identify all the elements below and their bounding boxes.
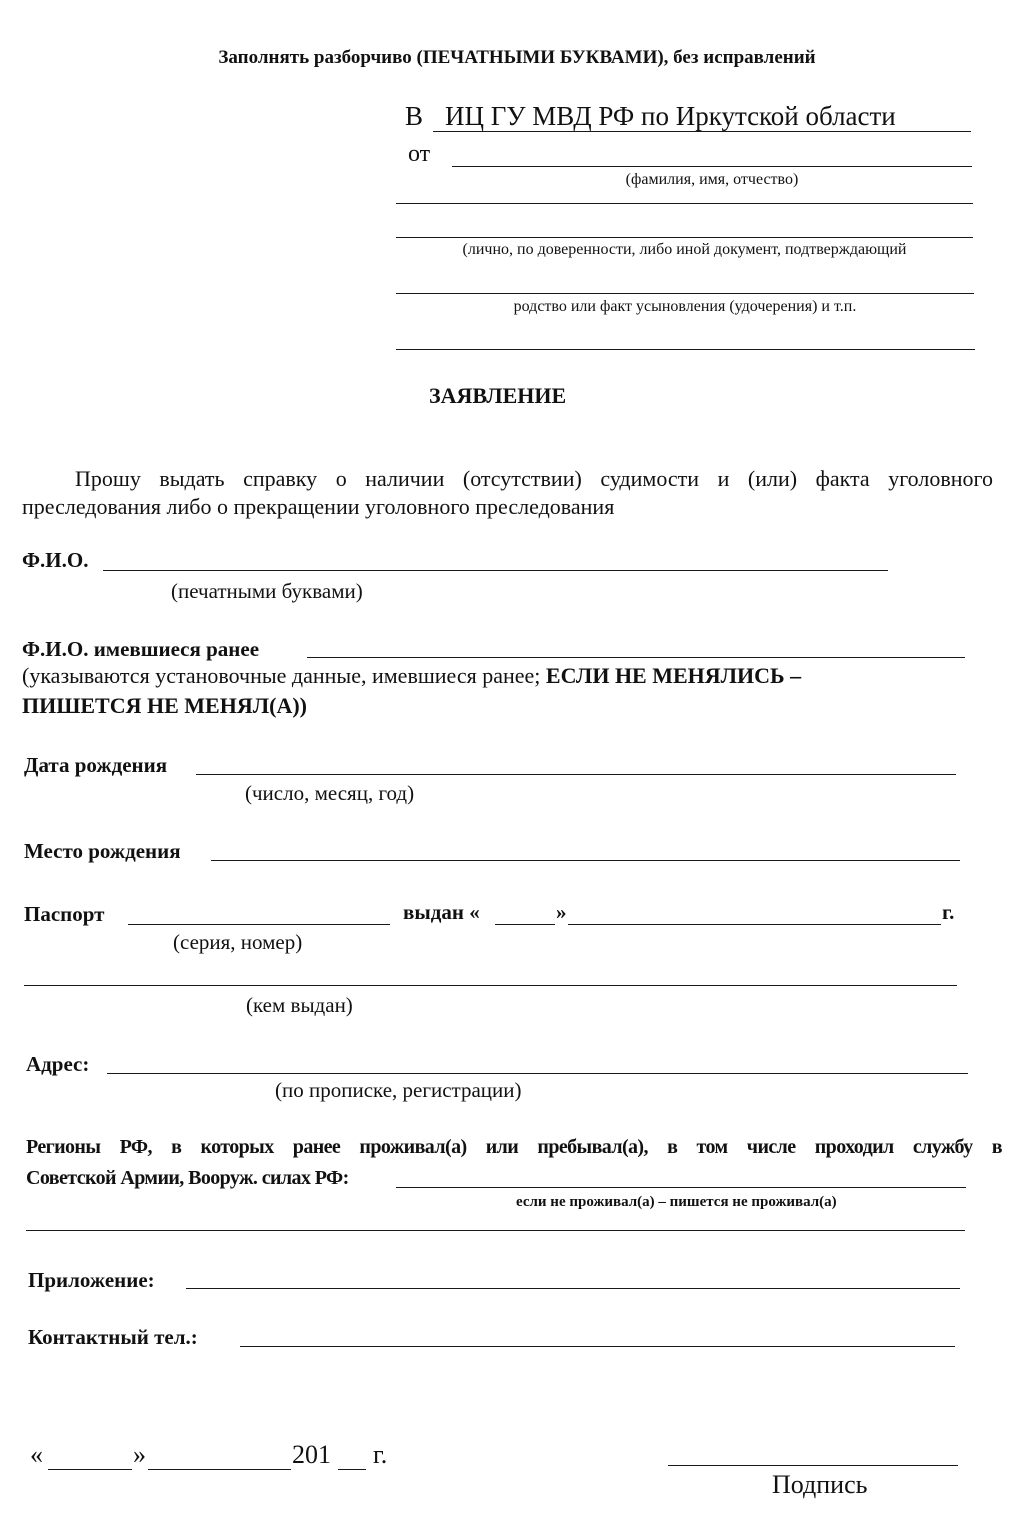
passport-label: Паспорт bbox=[24, 902, 105, 926]
regions-text-line-2: Советской Армии, Вооруж. силах РФ: bbox=[26, 1167, 349, 1189]
issued-quote-close: » bbox=[556, 900, 567, 924]
previous-fio-note-bold: ЕСЛИ НЕ МЕНЯЛИСЬ – bbox=[545, 663, 802, 688]
date-year-prefix: 201 bbox=[292, 1440, 331, 1469]
birth-date-hint: (число, месяц, год) bbox=[245, 781, 415, 805]
basis-field-2[interactable] bbox=[396, 293, 974, 294]
regions-hint: если не проживал(а) – пишется не проживал(а) bbox=[516, 1194, 837, 1210]
birth-date-field[interactable] bbox=[196, 774, 956, 775]
regions-field-1[interactable] bbox=[396, 1187, 966, 1188]
address-label: Адрес: bbox=[26, 1052, 90, 1076]
regions-text-line-1: Регионы РФ, в которых ранее проживал(а) или пребывал(а), в том числе проходил службу в bbox=[26, 1136, 1002, 1158]
issued-day-field[interactable] bbox=[495, 924, 555, 925]
fio-label: Ф.И.О. bbox=[22, 548, 89, 572]
issued-year-suffix: г. bbox=[942, 900, 955, 924]
document-title: ЗАЯВЛЕНИЕ bbox=[429, 383, 567, 408]
from-prefix: от bbox=[408, 141, 431, 167]
basis-hint-1: (лично, по доверенности, либо иной документ, подтверждающий bbox=[462, 241, 907, 258]
address-field[interactable] bbox=[107, 1073, 968, 1074]
regions-field-2[interactable] bbox=[26, 1230, 965, 1231]
fio-hint: (печатными буквами) bbox=[171, 579, 363, 603]
issued-by-hint: (кем выдан) bbox=[246, 993, 353, 1017]
date-day-field[interactable] bbox=[48, 1469, 132, 1470]
birth-place-label: Место рождения bbox=[24, 839, 181, 863]
issued-month-year-field[interactable] bbox=[568, 924, 941, 925]
date-year-suffix: г. bbox=[373, 1440, 388, 1469]
fio-field[interactable] bbox=[103, 570, 888, 571]
to-recipient: ИЦ ГУ МВД РФ по Иркутской области bbox=[445, 101, 896, 131]
request-text-line-1: Прошу выдать справку о наличии (отсутствии) судимости и (или) факта уголовного bbox=[75, 466, 993, 491]
attachment-label: Приложение: bbox=[28, 1268, 155, 1292]
from-name-hint: (фамилия, имя, отчество) bbox=[625, 171, 799, 188]
request-text-line-2: преследования либо о прекращении уголовного преследования bbox=[22, 494, 615, 519]
date-month-field[interactable] bbox=[148, 1469, 291, 1470]
date-year-field[interactable] bbox=[338, 1469, 366, 1470]
issued-label: выдан « bbox=[403, 900, 480, 924]
attachment-field[interactable] bbox=[186, 1288, 960, 1289]
previous-fio-label: Ф.И.О. имевшиеся ранее bbox=[22, 637, 260, 661]
passport-hint: (серия, номер) bbox=[173, 930, 303, 954]
header-instruction: Заполнять разборчиво (ПЕЧАТНЫМИ БУКВАМИ), без исправлений bbox=[218, 47, 816, 68]
previous-fio-note bbox=[22, 663, 801, 689]
issued-by-field[interactable] bbox=[24, 985, 957, 986]
contact-phone-field[interactable] bbox=[240, 1346, 955, 1347]
date-quote-open: « bbox=[30, 1440, 43, 1469]
birth-date-label: Дата рождения bbox=[24, 753, 168, 777]
signature-field[interactable] bbox=[668, 1465, 958, 1466]
to-underline bbox=[433, 131, 971, 132]
from-name-field[interactable] bbox=[452, 166, 972, 167]
date-quote-close: » bbox=[133, 1440, 146, 1469]
birth-place-field[interactable] bbox=[211, 860, 960, 861]
passport-number-field[interactable] bbox=[128, 924, 390, 925]
previous-fio-field[interactable] bbox=[307, 657, 965, 658]
signature-label: Подпись bbox=[772, 1470, 868, 1499]
from-name-field-2[interactable] bbox=[396, 203, 973, 204]
to-prefix: В bbox=[405, 101, 424, 131]
address-hint: (по прописке, регистрации) bbox=[275, 1078, 522, 1102]
previous-fio-note-bold-2: ПИШЕТСЯ НЕ МЕНЯЛ(А)) bbox=[22, 693, 307, 718]
basis-field-1[interactable] bbox=[396, 237, 973, 238]
previous-fio-note-text: (указываются установочные данные, имевшиеся ранее; bbox=[22, 663, 541, 688]
contact-phone-label: Контактный тел.: bbox=[28, 1325, 198, 1349]
basis-hint-2: родство или факт усыновления (удочерения) и т.п. bbox=[513, 298, 857, 315]
basis-field-3[interactable] bbox=[396, 349, 975, 350]
